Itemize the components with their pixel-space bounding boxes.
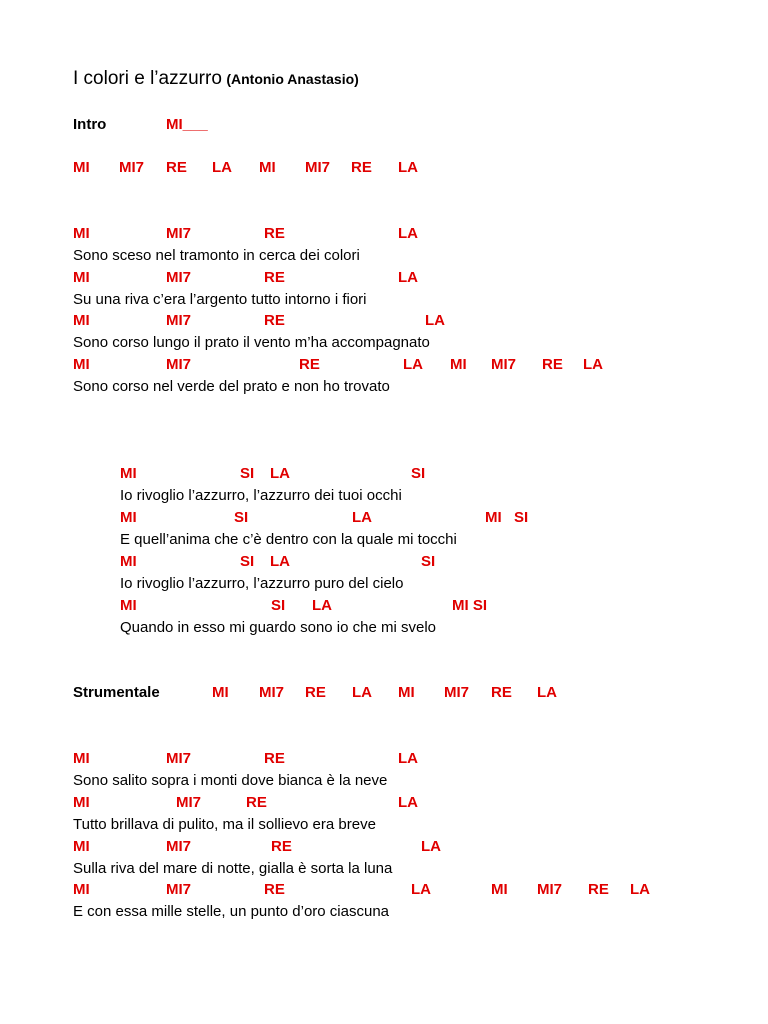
- chord: MI: [73, 750, 90, 767]
- chord: LA: [312, 597, 332, 614]
- chorus-lyric-1: [0, 486, 768, 506]
- chord: SI: [411, 465, 426, 482]
- chorus-chords-1: [0, 464, 768, 484]
- chorus-lyric-2: [0, 530, 768, 550]
- chord: MI7: [444, 684, 470, 701]
- chorus-chords-3: [0, 552, 768, 572]
- chord: RE: [264, 881, 285, 898]
- verse1-lyric-2: [0, 290, 768, 310]
- chord: LA: [421, 838, 441, 855]
- chord: MI: [120, 597, 137, 614]
- chord: RE: [264, 225, 285, 242]
- instrumental-line: [0, 683, 768, 703]
- chord: MI7: [166, 312, 192, 329]
- verse2-lyric-4: [0, 902, 768, 922]
- chord: LA: [398, 269, 418, 286]
- intro-line: [0, 115, 768, 135]
- chord: RE: [588, 881, 609, 898]
- chord: MI7: [537, 881, 563, 898]
- instrumental-label: Strumentale: [73, 684, 160, 701]
- lyric-text: Sono corso nel verde del prato e non ho trovato: [73, 378, 390, 395]
- chord: MI: [73, 838, 90, 855]
- lyric-text: E quell’anima che c’è dentro con la quale mi tocchi: [120, 531, 457, 548]
- verse2-lyric-1: [0, 771, 768, 791]
- chord: RE: [351, 159, 372, 176]
- chord: RE: [264, 312, 285, 329]
- chord: MI7: [259, 684, 285, 701]
- chord: RE: [271, 838, 292, 855]
- chorus-lyric-3: [0, 574, 768, 594]
- verse2-chords-1: [0, 749, 768, 769]
- chord: RE: [491, 684, 512, 701]
- chord: LA: [398, 750, 418, 767]
- lyric-text: Tutto brillava di pulito, ma il sollievo era breve: [73, 816, 376, 833]
- chord: MI7: [166, 750, 192, 767]
- chord: MI: [259, 159, 276, 176]
- chord: MI7: [166, 838, 192, 855]
- chord: SI: [514, 509, 529, 526]
- chord: MI7: [119, 159, 145, 176]
- chord: LA: [352, 684, 372, 701]
- chord: LA: [212, 159, 232, 176]
- chord: LA: [630, 881, 650, 898]
- lyric-text: Sono corso lungo il prato il vento m’ha accompagnato: [73, 334, 430, 351]
- lyric-text: Su una riva c’era l’argento tutto intorno i fiori: [73, 291, 367, 308]
- verse2-chords-2: [0, 793, 768, 813]
- chord: MI SI: [452, 597, 488, 614]
- chord: LA: [398, 794, 418, 811]
- chord: MI: [491, 881, 508, 898]
- lyric-text: E con essa mille stelle, un punto d’oro ciascuna: [73, 903, 390, 920]
- chord: RE: [264, 750, 285, 767]
- intro-progression: [0, 158, 768, 178]
- chord: MI: [73, 356, 90, 373]
- verse1-chords-2: [0, 268, 768, 288]
- chord: RE: [305, 684, 326, 701]
- chord: LA: [411, 881, 431, 898]
- chord: MI7: [166, 356, 192, 373]
- chord: MI7: [166, 881, 192, 898]
- song-title-text: I colori e l’azzurro: [73, 68, 222, 89]
- chord: SI: [234, 509, 249, 526]
- chord: LA: [398, 159, 418, 176]
- chord: MI: [120, 553, 137, 570]
- chord: MI: [73, 159, 90, 176]
- chord: MI: [73, 269, 90, 286]
- chord: RE: [166, 159, 187, 176]
- chord: LA: [583, 356, 603, 373]
- chord: LA: [398, 225, 418, 242]
- chord: MI7: [166, 225, 192, 242]
- chord: MI: [73, 225, 90, 242]
- chord: SI: [271, 597, 286, 614]
- chord: MI7: [176, 794, 202, 811]
- chord: MI7: [491, 356, 517, 373]
- chord: MI: [73, 881, 90, 898]
- lyric-text: Io rivoglio l’azzurro, l’azzurro puro del cielo: [120, 575, 404, 592]
- chord: LA: [352, 509, 372, 526]
- verse1-chords-4: [0, 355, 768, 375]
- chord: RE: [542, 356, 563, 373]
- chord: RE: [264, 269, 285, 286]
- chord: MI: [73, 312, 90, 329]
- chord: LA: [403, 356, 423, 373]
- chorus-chords-4: [0, 596, 768, 616]
- chord: RE: [246, 794, 267, 811]
- lyric-text: Io rivoglio l’azzurro, l’azzurro dei tuoi occhi: [120, 487, 402, 504]
- chord: MI: [398, 684, 415, 701]
- chord: SI: [240, 553, 255, 570]
- chord: SI: [421, 553, 436, 570]
- verse1-lyric-1: [0, 246, 768, 266]
- verse1-lyric-3: [0, 333, 768, 353]
- chord: MI___: [166, 116, 208, 133]
- verse2-lyric-3: [0, 859, 768, 879]
- chord: LA: [425, 312, 445, 329]
- verse1-chords-3: [0, 311, 768, 331]
- lyric-text: Sulla riva del mare di notte, gialla è sorta la luna: [73, 860, 393, 877]
- chord: LA: [270, 553, 290, 570]
- chord: MI: [120, 465, 137, 482]
- song-title: [73, 68, 359, 90]
- chord: SI: [240, 465, 255, 482]
- chord: LA: [270, 465, 290, 482]
- verse1-chords-1: [0, 224, 768, 244]
- chord: MI: [485, 509, 502, 526]
- verse2-chords-4: [0, 880, 768, 900]
- verse1-lyric-4: [0, 377, 768, 397]
- lyric-text: Quando in esso mi guardo sono io che mi svelo: [120, 619, 437, 636]
- intro-label: Intro: [73, 116, 107, 133]
- chord: LA: [537, 684, 557, 701]
- chord: MI7: [166, 269, 192, 286]
- chorus-lyric-4: [0, 618, 768, 638]
- verse2-chords-3: [0, 837, 768, 857]
- lyric-text: Sono salito sopra i monti dove bianca è la neve: [73, 772, 388, 789]
- chord: RE: [299, 356, 320, 373]
- chord: MI: [450, 356, 467, 373]
- chorus-chords-2: [0, 508, 768, 528]
- verse2-lyric-2: [0, 815, 768, 835]
- chord: MI: [73, 794, 90, 811]
- chord: MI: [120, 509, 137, 526]
- chord: MI: [212, 684, 229, 701]
- song-author: (Antonio Anastasio): [226, 71, 359, 87]
- chord: MI7: [305, 159, 331, 176]
- lyric-text: Sono sceso nel tramonto in cerca dei colori: [73, 247, 360, 264]
